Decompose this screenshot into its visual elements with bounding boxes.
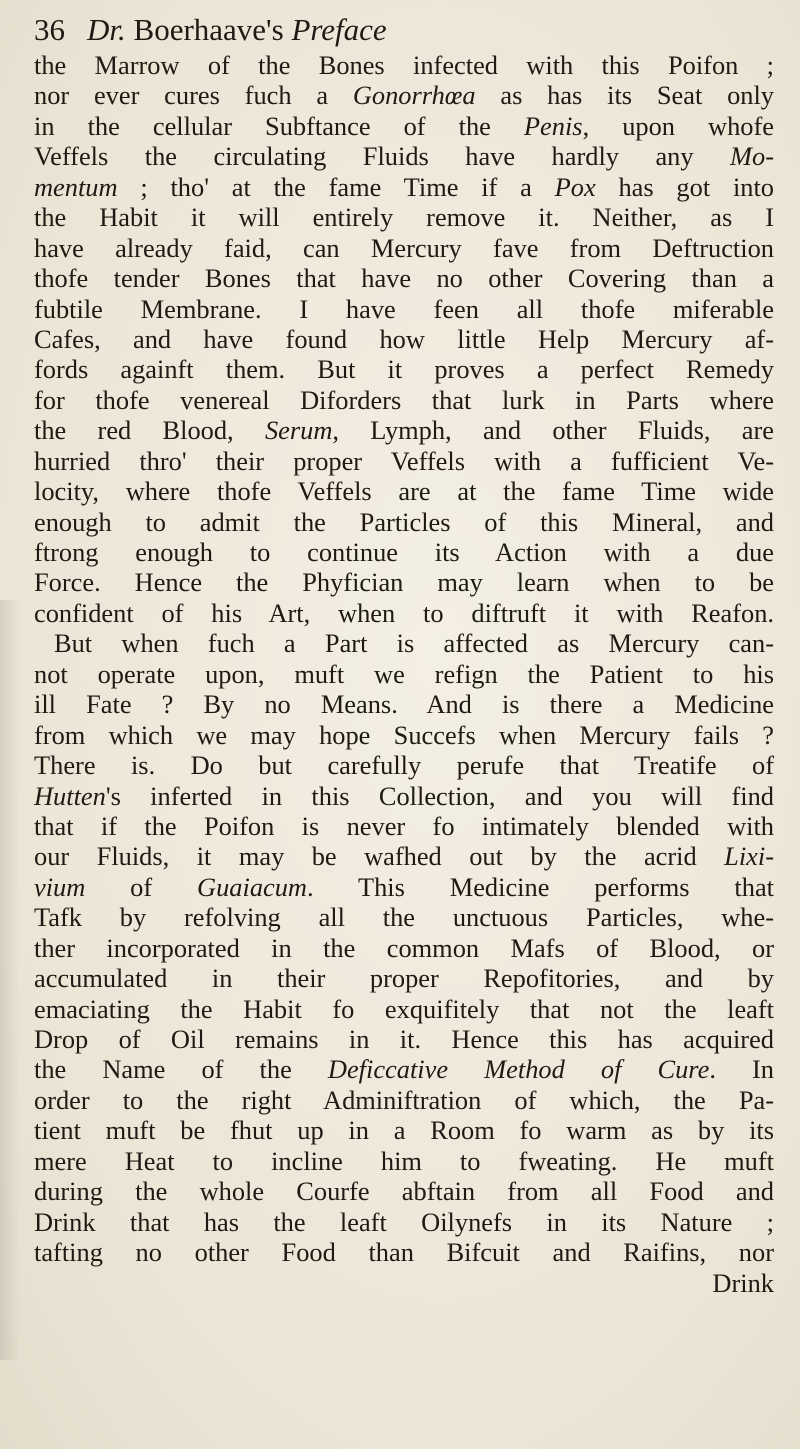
text-line [34,1176,774,1206]
text-segment: thofe tender Bones that have no other Covering than a [34,263,774,294]
text-segment: . In [709,1054,774,1085]
text-segment: for thofe venereal Diforders that lurk in Parts where [34,384,774,415]
text-segment: the Marrow of the Bones infected with this Poifon ; [34,50,774,80]
text-line [34,872,774,902]
text-line [34,598,774,628]
text-segment: enough to admit the Particles of this Mineral, and [34,506,774,537]
text-segment: not operate upon, muft we refign the Patient to his [34,658,774,689]
text-line [34,1054,774,1084]
text-line [34,507,774,537]
text-line [34,689,774,719]
text-segment: that if the Poifon is never fo intimately blended with [34,810,774,841]
text-segment: . This Medicine performs that [306,871,774,902]
text-segment: ill Fate ? By no Means. And is there a Medicine [34,689,774,720]
text-segment: emaciating the Habit fo exquifitely that not the leaft [34,993,774,1024]
text-segment: Force. Hence the Phyfician may learn when to be [34,567,774,598]
italic-text: Mo- [730,141,774,172]
text-segment: hurried thro' their proper Veffels with a fufficient Ve- [34,445,774,476]
text-segment: 's inferted in this Collection, and you will find [105,780,774,811]
text-segment: Drink that has the leaft Oilynefs in its Nature ; [34,1206,774,1237]
text-segment: locity, where thofe Veffels are at the fame Time wide [34,476,774,507]
text-line [34,1268,774,1298]
text-line [34,50,774,80]
italic-text: mentum [34,171,118,202]
body-text [34,50,774,1298]
text-line [34,537,774,567]
text-line [34,750,774,780]
text-segment: tafting no other Food than Bifcuit and Raifins, nor [34,1237,774,1268]
italic-text: Hutten [34,780,106,811]
text-segment: our Fluids, it may be wafhed out by the acrid [34,841,725,872]
italic-text: vium [34,871,86,902]
text-segment: But when fuch a Part is affected as Mercury can- [54,628,774,659]
italic-text: Pox [554,171,596,202]
text-segment: during the whole Courfe abftain from all Food and [34,1176,774,1207]
text-line [34,172,774,202]
text-segment: There is. Do but carefully perufe that Treatife of [34,750,774,781]
italic-text: Penis [523,110,583,141]
text-line [34,781,774,811]
text-line [34,659,774,689]
text-segment: mere Heat to incline him to fweating. He muft [34,1145,774,1176]
text-line [34,415,774,445]
text-segment: have already faid, can Mercury fave from Deftruction [34,232,774,263]
text-segment: in the cellular Subftance of the [34,110,524,141]
text-line [34,720,774,750]
text-segment: nor ever cures fuch a [34,80,353,111]
text-segment: order to the right Adminiftration of which, the Pa- [34,1084,774,1115]
running-title-suffix: Preface [283,12,387,47]
italic-text: Gonorrhœa [352,80,476,111]
text-segment: ; tho' at the fame Time if a [117,171,555,202]
text-segment: the Habit it will entirely remove it. Neither, as I [34,202,774,233]
text-line [34,294,774,324]
text-segment: Veffels the circulating Fluids have hardly any [34,141,731,172]
text-line [34,233,774,263]
text-segment: Drop of Oil remains in it. Hence this has acquired [34,1024,774,1054]
text-segment: fords againft them. But it proves a perfect Remedy [34,354,774,385]
italic-text: Guaiacum [197,871,307,902]
text-line [34,1237,774,1267]
italic-text: Lixi- [724,841,774,872]
text-line [34,385,774,415]
text-segment: as has its Seat only [475,80,774,111]
text-line [34,963,774,993]
text-line [34,933,774,963]
running-title-prefix: Dr. [87,12,126,47]
text-line [34,1115,774,1145]
text-line [34,994,774,1024]
text-line [34,1085,774,1115]
text-line [34,1207,774,1237]
running-head [34,10,774,50]
text-segment: accumulated in their proper Repofitories, and by [34,963,774,994]
text-segment: , upon whofe [582,110,774,141]
text-segment: from which we may hope Succefs when Mercury fails ? [34,719,774,750]
text-segment: confident of his Art, when to diftruft it with Reafon. [34,597,774,628]
text-segment: Drink [712,1267,774,1298]
text-segment: tient muft be fhut up in a Room fo warm as by its [34,1115,774,1146]
text-line [34,446,774,476]
text-line [34,324,774,354]
text-line [34,354,774,384]
text-line [34,476,774,506]
italic-text: Serum [264,415,333,446]
italic-text: Deficcative Method of Cure [327,1054,710,1085]
text-segment: fubtile Membrane. I have feen all thofe miferable [34,293,774,324]
text-line [34,1024,774,1054]
text-line [34,202,774,232]
text-line [34,567,774,597]
text-line [34,80,774,110]
text-line [34,902,774,932]
text-line [34,841,774,871]
binding-shadow [0,600,20,1360]
text-segment: ftrong enough to continue its Action with a due [34,537,774,567]
text-segment: the Name of the [34,1054,328,1085]
text-line [34,111,774,141]
text-segment: of [85,871,198,902]
text-segment: Cafes, and have found how little Help Mercury af- [34,323,774,354]
text-line [34,811,774,841]
text-line [34,1146,774,1176]
page-number: 36 [34,12,65,47]
text-segment: Tafk by refolving all the unctuous Particles, whe- [34,902,774,933]
text-line [34,141,774,171]
text-segment: the red Blood, [34,415,265,446]
text-segment: , Lymph, and other Fluids, are [332,415,774,446]
text-line [34,263,774,293]
text-segment: ther incorporated in the common Mafs of Blood, or [34,932,774,963]
text-segment: has got into [595,171,774,202]
text-line [34,628,774,658]
running-title-name: Boerhaave's [125,12,284,47]
